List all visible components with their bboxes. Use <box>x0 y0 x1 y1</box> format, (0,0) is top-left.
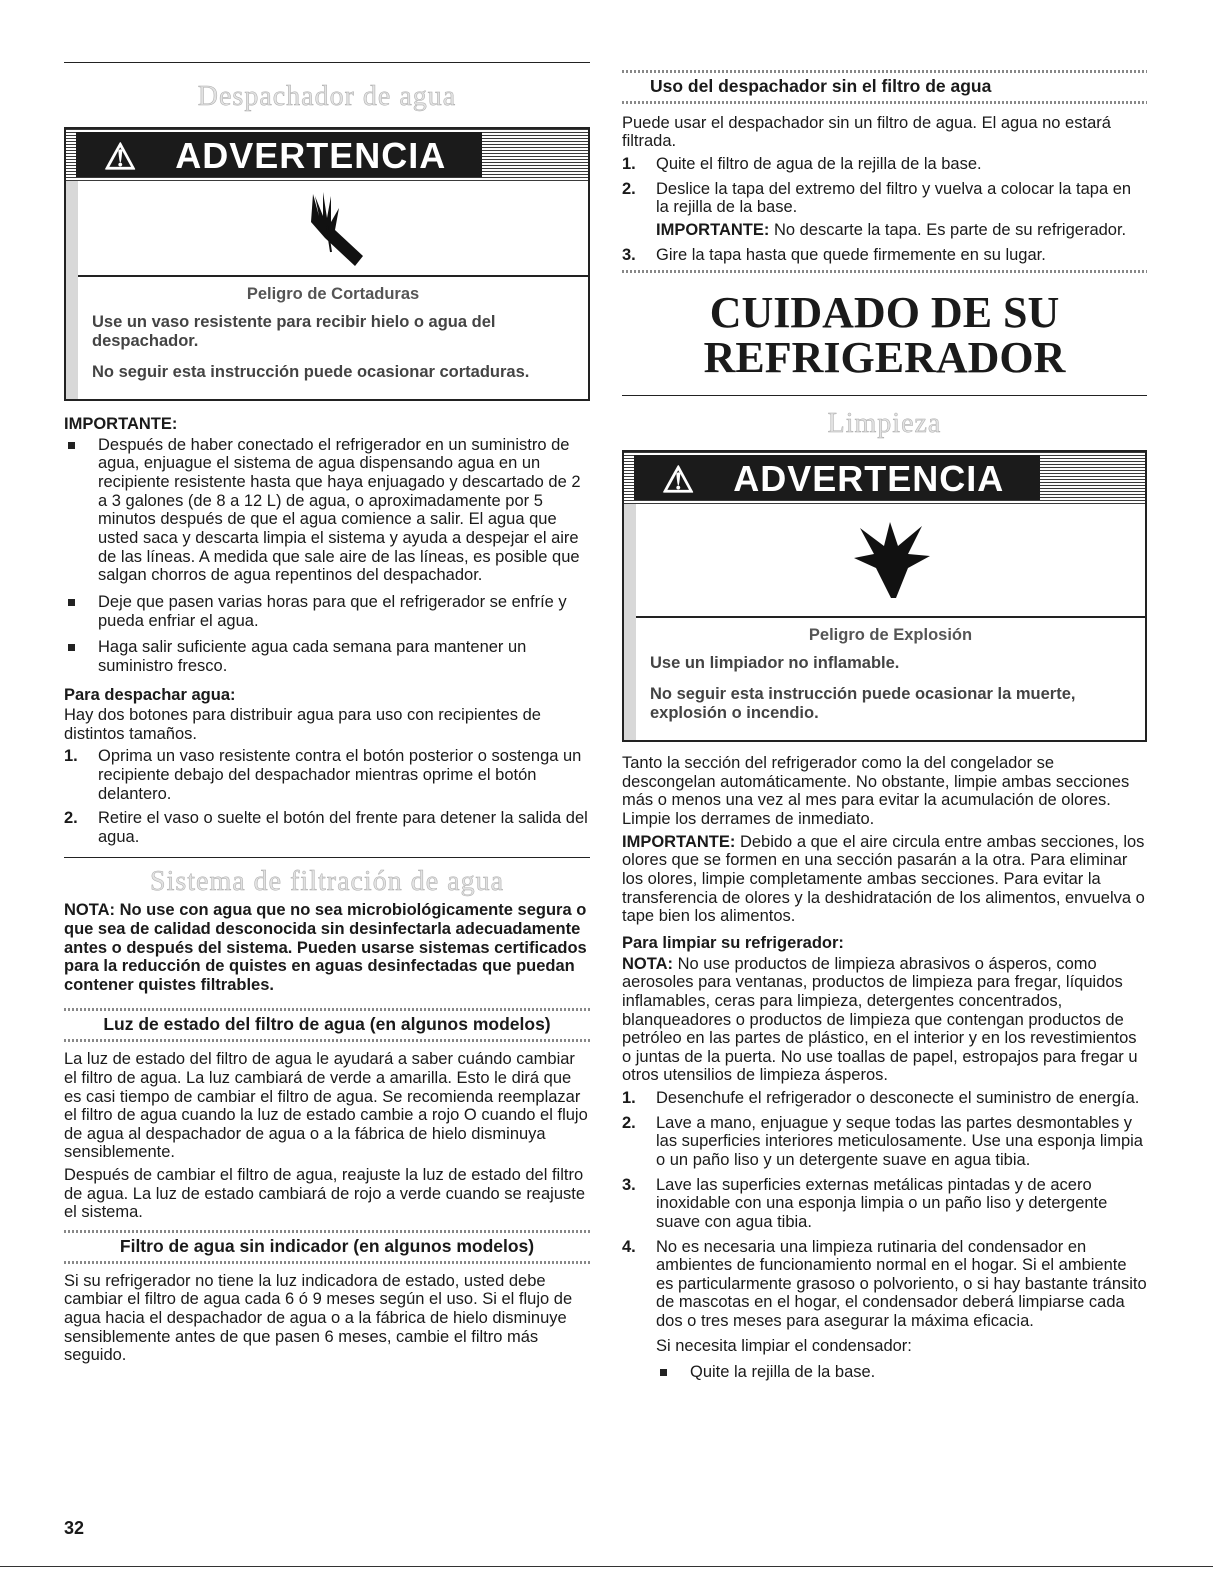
no-filter-steps <box>622 155 1147 264</box>
step-text: Desenchufe el refrigerador o desconecte el suministro de energía. <box>656 1089 1140 1108</box>
warning-line: No seguir esta instrucción puede ocasionar cortaduras. <box>92 362 530 381</box>
important-label: IMPORTANTE: <box>656 220 770 239</box>
section-rule <box>64 857 590 858</box>
dispense-intro: Hay dos botones para distribuir agua para uso con recipientes de distintos tamaños. <box>64 706 541 743</box>
dotted-rule <box>622 70 1147 73</box>
cleaning-paragraph: Tanto la sección del refrigerador como la del congelador se descongelan automáticamente. No obstante, limpie ambas secciones más o menos una vez al mes para evitar la acumulación de olores. Limpie los derrames de inmediato. <box>622 754 1130 829</box>
no-indicator-heading: Filtro de agua sin indicador (en algunos modelos) <box>119 1236 535 1256</box>
dotted-rule <box>64 1230 590 1233</box>
step-number: 1. <box>622 1089 636 1108</box>
explosion-icon <box>636 504 1145 618</box>
note-label: NOTA: <box>622 954 674 973</box>
condenser-list <box>656 1363 1147 1382</box>
chapter-title-line: REFRIGERADOR <box>703 333 1066 383</box>
step-text: Deslice la tapa del extremo del filtro y vuelva a colocar la tapa en la rejilla de la base. <box>656 179 1132 217</box>
list-item <box>622 246 1147 265</box>
warning-triangle-icon: ⚠ <box>90 137 155 175</box>
step-number: 3. <box>622 245 636 264</box>
bottom-rule <box>0 1566 1213 1567</box>
step-text: Oprima un vaso resistente contra el botón posterior o sostenga un recipiente debajo del despachador mientras oprime el botón delantero. <box>98 747 582 803</box>
list-item <box>622 155 1147 174</box>
important-list <box>64 436 590 676</box>
no-indicator-paragraph: Si su refrigerador no tiene la luz indicadora de estado, usted debe cambiar el filtro de agua cada 6 ó 9 meses según el uso. Si el flujo de agua hacia el despachador de agua o a la fábrica de hielo disminuye sensiblemente antes de que pasen 6 meses, cambie el filtro más seguido. <box>64 1271 573 1365</box>
list-item <box>622 1238 1147 1382</box>
warning-box-cut <box>64 127 590 402</box>
step-number: 4. <box>622 1237 636 1256</box>
warning-triangle-icon: ⚠ <box>648 460 713 498</box>
warning-line: Use un vaso resistente para recibir hielo o agua del despachador. <box>92 313 496 350</box>
important-label: IMPORTANTE: <box>622 832 736 851</box>
section-title-dispenser: Despachador de agua <box>197 81 457 112</box>
hazard-title: Peligro de Cortaduras <box>246 284 420 303</box>
section-title-cleaning: Limpieza <box>827 408 942 439</box>
top-rule <box>64 62 590 63</box>
status-paragraph: La luz de estado del filtro de agua le ayudará a saber cuándo cambiar el filtro de agua. La luz cambiará de verde a amarilla. Esto le dirá que es casi tiempo de cambiar el filtro de agua. Se recomienda reemplazar el filtro de agua cuando la luz de estado cambie a rojo O cuando el flujo de agua al despachador de agua o a la fábrica de hielo disminuya sensiblemente. <box>64 1050 588 1162</box>
list-item <box>622 1089 1147 1108</box>
important-text: Debido a que el aire circula entre ambas secciones, los olores que se formen en una sección pasarán a la otra. Para eliminar los olores, limpie completamente ambas secciones. Para evitar la transferencia de olores y la deshidratación de los alimentos, envuelva o tape bien los alimentos. <box>622 832 1145 926</box>
dotted-rule <box>64 1039 590 1042</box>
list-item: Deje que pasen varias horas para que el refrigerador se enfríe y pueda enfriar el agua. <box>64 593 590 630</box>
step-text: No es necesaria una limpieza rutinaria del condensador en ambientes de funcionamiento normal en el hogar. Si el ambiente es particularmente grasoso o polvoriento, o si hay bastante tránsito de mascotas en el hogar, el condensador deberá limpiarse cada dos o tres meses para asegurar la máxima eficacia. <box>656 1237 1147 1331</box>
warning-header <box>624 452 1145 504</box>
important-note <box>656 221 1147 240</box>
list-item <box>622 1176 1147 1232</box>
list-item <box>64 747 590 803</box>
step-text: Lave a mano, enjuague y seque todas las partes desmontables y las superficies interiores meticulosamente. Use una esponja limpia o un paño liso y un detergente suave en agua tibia. <box>656 1113 1143 1169</box>
clean-steps <box>622 1089 1147 1382</box>
left-column <box>64 62 590 1369</box>
hazard-title: Peligro de Explosión <box>808 625 973 644</box>
warning-box-explosion <box>622 450 1147 743</box>
step-text: Quite el filtro de agua de la rejilla de la base. <box>656 155 982 174</box>
step-number: 3. <box>622 1175 636 1194</box>
step-text: Retire el vaso o suelte el botón del frente para detener la salida del agua. <box>98 809 588 846</box>
cleaning-important <box>622 833 1147 926</box>
note-text: No use productos de limpieza abrasivos o ásperos, como aerosoles para ventanas, productos de limpieza para fregar, líquidos inflamables, ceras para limpieza, detergentes concentrados, blanqueadores o productos de limpieza que contengan productos de petróleo en las partes de plástico, en el interior y en los revestimientos o juntas de la puerta. No use toallas de papel, estropajos para fregar u otros utensilios de limpieza ásperos. <box>622 954 1138 1085</box>
section-title-filter: Sistema de filtración de agua <box>150 865 504 897</box>
dotted-rule <box>64 1008 590 1011</box>
list-item: Quite la rejilla de la base. <box>656 1363 1147 1382</box>
page-number: 32 <box>64 1518 85 1538</box>
list-item <box>64 809 590 846</box>
filter-note: NOTA: No use con agua que no sea microbiológicamente segura o que sea de calidad desconocida sin desinfectarla adecuadamente antes o después del sistema. Pueden usarse sistemas certificados para la reducción de quistes en aguas desinfectadas que puedan contener quistes filtrables. <box>64 901 587 994</box>
clean-heading: Para limpiar su refrigerador: <box>622 933 844 952</box>
dotted-rule <box>64 1261 590 1264</box>
chapter-title <box>622 288 1147 383</box>
step-number: 2. <box>64 809 78 828</box>
right-column <box>622 62 1147 1388</box>
no-filter-heading: Uso del despachador sin el filtro de agua <box>650 76 992 96</box>
list-item: Después de haber conectado el refrigerador en un suministro de agua, enjuague el sistema de agua dispensando agua en un recipiente resistente hasta que haya enjuagado y descartado de 2 a 3 galones (de 8 a 12 L) de agua, o aproximadamente por 5 minutos después de que el agua comience a salir. El agua que usted saca y descarta limpia el sistema y ayuda a despejar el aire de las líneas. A medida que sale aire de las líneas, es posible que salgan chorros de agua repentinos del despachador. <box>64 436 590 585</box>
important-text: No descarte la tapa. Es parte de su refrigerador. <box>769 220 1127 239</box>
list-item: Haga salir suficiente agua cada semana para mantener un suministro fresco. <box>64 638 590 675</box>
warning-line: No seguir esta instrucción puede ocasionar la muerte, explosión o incendio. <box>650 684 1076 722</box>
dotted-rule <box>622 101 1147 104</box>
warning-line: Use un limpiador no inflamable. <box>650 654 900 673</box>
warning-header <box>66 129 588 181</box>
step-text: Gire la tapa hasta que quede firmemente en su lugar. <box>656 245 1046 264</box>
step-number: 2. <box>622 179 636 198</box>
step-number: 1. <box>622 155 636 174</box>
warning-header-text: ADVERTENCIA <box>161 134 464 177</box>
list-item <box>622 1114 1147 1170</box>
step-text: Lave las superficies externas metálicas pintadas y de acero inoxidable con una esponja limpia o un paño liso y detergente suave con agua tibia. <box>656 1175 1108 1231</box>
condenser-intro: Si necesita limpiar el condensador: <box>656 1336 912 1355</box>
chapter-title-line: CUIDADO DE SU <box>709 288 1060 338</box>
important-label: IMPORTANTE: <box>64 415 178 434</box>
list-item <box>622 180 1147 240</box>
section-rule <box>622 395 1147 396</box>
warning-header-text: ADVERTENCIA <box>719 457 1022 500</box>
cut-hand-icon <box>78 181 588 277</box>
dotted-rule <box>622 270 1147 273</box>
status-heading: Luz de estado del filtro de agua (en algunos modelos) <box>103 1014 551 1035</box>
step-number: 1. <box>64 747 78 766</box>
dispense-steps <box>64 747 590 846</box>
dispense-heading: Para despachar agua: <box>64 685 236 704</box>
clean-note <box>622 955 1147 1085</box>
step-number: 2. <box>622 1113 636 1132</box>
status-paragraph: Después de cambiar el filtro de agua, reajuste la luz de estado del filtro de agua. La luz de estado cambiará de rojo a verde cuando se reajuste el sistema. <box>64 1166 586 1222</box>
no-filter-intro: Puede usar el despachador sin un filtro de agua. El agua no estará filtrada. <box>622 113 1111 151</box>
